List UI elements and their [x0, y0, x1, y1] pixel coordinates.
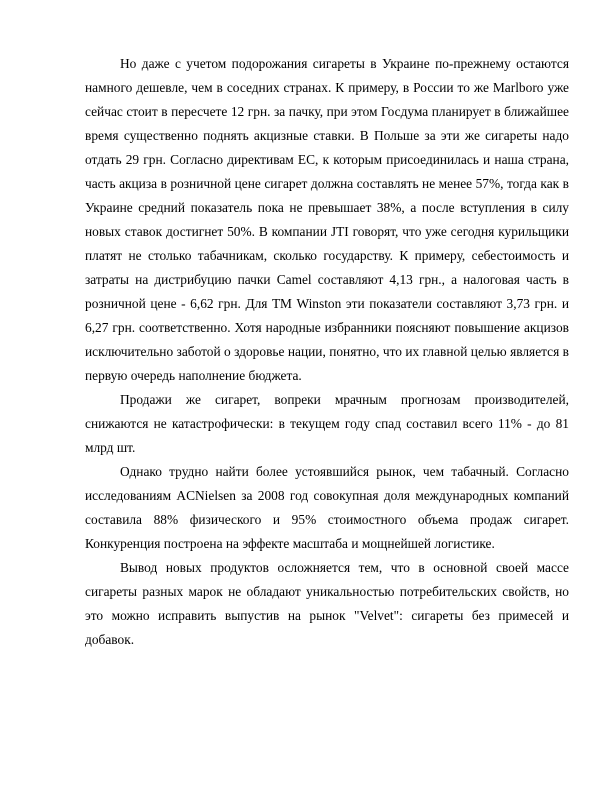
paragraph-3: Однако трудно найти более устоявшийся рынок, чем табачный. Согласно исследованиям ACNielsen за 2008 год совокупная доля международных компаний составила 88% физического и 95% стоимостного объема продаж сигарет. Конкуренция построена на эффекте масштаба и мощнейшей логистике. — [85, 464, 569, 551]
paragraph-4: Вывод новых продуктов осложняется тем, что в основной своей массе сигареты разных марок не обладают уникальностью потребительских свойств, но это можно исправить выпустив на рынок "Velvet": сигареты без примесей и добавок. — [85, 560, 569, 647]
paragraph-1: Но даже с учетом подорожания сигареты в Украине по-прежнему остаются намного дешевле, чем в соседних странах. К примеру, в России то же Marlboro уже сейчас стоит в пересчете 12 грн. за пачку, при этом Госдума планирует в ближайшее время существенно поднять акцизные ставки. В Польше за эти же сигареты надо отдать 29 грн. Согласно директивам ЕС, к которым присоединилась и наша страна, часть акциза в розничной цене сигарет должна составлять не менее 57%, тогда как в Украине средний показатель пока не превышает 38%, а после вступления в силу новых ставок достигнет 50%. В компании JTI говорят, что уже сегодня курильщики платят не столько табачникам, сколько государству. К примеру, себестоимость и затраты на дистрибуцию пачки Camel составляют 4,13 грн., а налоговая часть в розничной цене - 6,62 грн. Для ТМ Winston эти показатели составляют 3,73 грн. и 6,27 грн. соответственно. Хотя народные избранники поясняют повышение акцизов исключительно заботой о здоровье нации, понятно, что их главной целью является в первую очередь наполнение бюджета. — [85, 56, 569, 383]
document-body — [85, 52, 569, 652]
paragraph-2: Продажи же сигарет, вопреки мрачным прогнозам производителей, снижаются не катастрофически: в текущем году спад составил всего 11% - до 81 млрд шт. — [85, 392, 569, 455]
